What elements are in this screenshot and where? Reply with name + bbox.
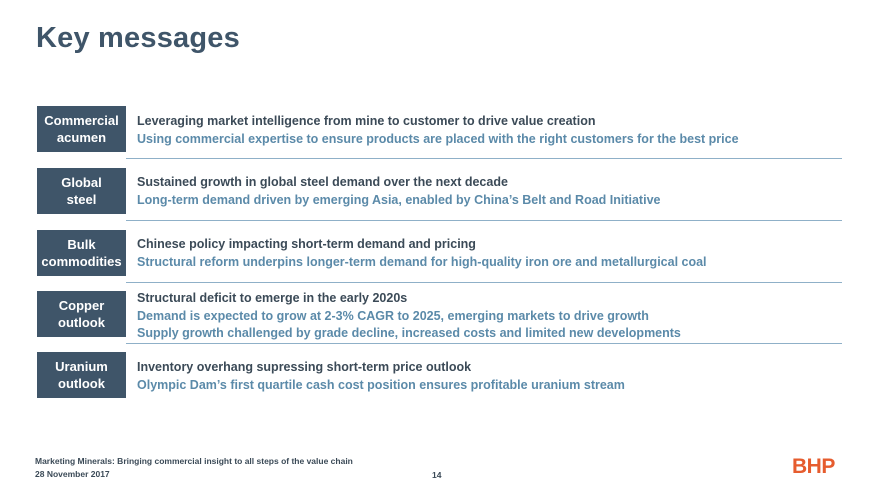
row-label: Bulk commodities <box>37 230 126 276</box>
row-text <box>137 174 660 209</box>
footer-date: 28 November 2017 <box>35 469 110 479</box>
detail-2: Supply growth challenged by grade decline, increased costs and limited new developments <box>137 326 681 340</box>
headline: Structural deficit to emerge in the early 2020s <box>137 291 408 305</box>
slide-title: Key messages <box>36 22 240 54</box>
row-label: Copper outlook <box>37 291 126 337</box>
row-divider <box>126 282 842 283</box>
headline: Sustained growth in global steel demand over the next decade <box>137 175 508 189</box>
footer-subtitle: Marketing Minerals: Bringing commercial insight to all steps of the value chain <box>35 456 353 466</box>
row-text <box>137 113 739 148</box>
row-divider <box>126 220 842 221</box>
detail: Using commercial expertise to ensure products are placed with the right customers for the best price <box>137 131 739 146</box>
page-number: 14 <box>432 470 442 480</box>
detail: Olympic Dam’s first quartile cash cost position ensures profitable uranium stream <box>137 377 625 392</box>
row-label: Uranium outlook <box>37 352 126 398</box>
headline: Chinese policy impacting short-term demand and pricing <box>137 237 476 251</box>
detail: Demand is expected to grow at 2-3% CAGR to 2025, emerging markets to drive growth <box>137 308 649 323</box>
detail: Long-term demand driven by emerging Asia, enabled by China’s Belt and Road Initiative <box>137 192 661 207</box>
row-divider <box>126 158 842 159</box>
row-divider <box>126 343 842 344</box>
row-text <box>137 359 625 394</box>
row-label: Commercial acumen <box>37 106 126 152</box>
headline: Leveraging market intelligence from mine to customer to drive value creation <box>137 114 596 128</box>
row-text <box>137 236 707 271</box>
bhp-logo: BHP <box>792 455 835 478</box>
row-text <box>137 290 681 343</box>
row-label: Global steel <box>37 168 126 214</box>
headline: Inventory overhang supressing short-term price outlook <box>137 360 472 374</box>
footer <box>35 455 353 481</box>
detail: Structural reform underpins longer-term demand for high-quality iron ore and metallurgical coal <box>137 254 707 269</box>
